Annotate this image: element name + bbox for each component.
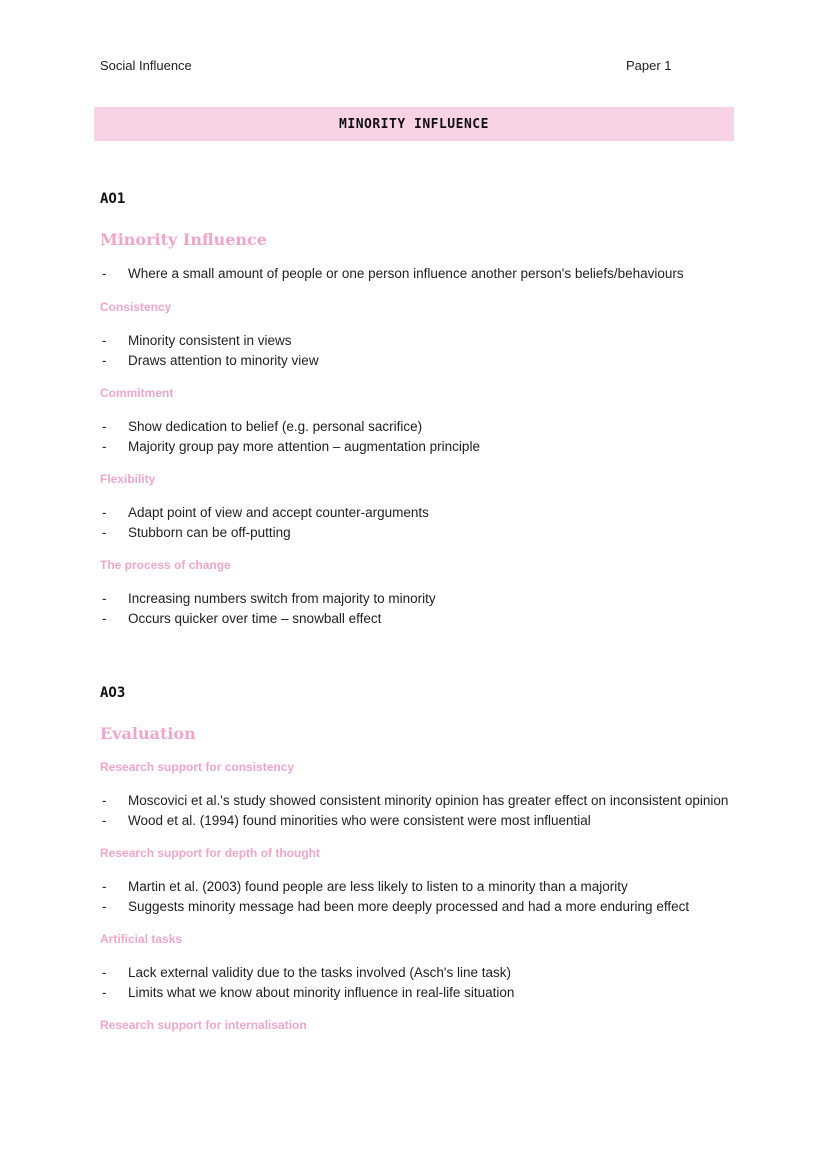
ao1-consistency-list xyxy=(100,331,319,370)
page-title: MINORITY INFLUENCE xyxy=(339,116,489,132)
ao3-heading: AO3 xyxy=(100,685,126,701)
ao1-commitment-list xyxy=(100,417,480,456)
ao3-main-heading: Evaluation xyxy=(100,724,196,743)
ao1-flexibility-list xyxy=(100,503,429,542)
list-item: - Minority consistent in views xyxy=(102,333,292,348)
list-item: - Where a small amount of people or one person influence another person's beliefs/behaviours xyxy=(102,266,684,281)
list-item: - Lack external validity due to the tasks involved (Asch's line task) xyxy=(102,965,512,980)
title-banner xyxy=(94,107,734,141)
ao3-consistency-heading: Research support for consistency xyxy=(100,760,295,774)
list-item: - Occurs quicker over time – snowball effect xyxy=(102,610,382,626)
ao3-depth-list xyxy=(100,877,689,916)
list-item: - Show dedication to belief (e.g. personal sacrifice) xyxy=(102,419,423,434)
ao3-artificial-list xyxy=(100,963,514,1002)
list-item: - Majority group pay more attention – augmentation principle xyxy=(102,438,480,454)
ao3-artificial-heading: Artificial tasks xyxy=(100,932,183,946)
ao3-internalisation-heading: Research support for internalisation xyxy=(100,1018,307,1032)
list-item: - Suggests minority message had been more deeply processed and had a more enduring effect xyxy=(102,898,690,914)
ao1-commitment-heading: Commitment xyxy=(100,386,174,400)
list-item: - Draws attention to minority view xyxy=(102,352,319,368)
list-item: - Stubborn can be off-putting xyxy=(102,524,291,540)
list-item: - Wood et al. (1994) found minorities who were consistent were most influential xyxy=(102,812,591,828)
list-item: - Martin et al. (2003) found people are less likely to listen to a minority than a majority xyxy=(102,879,628,894)
list-item: - Moscovici et al.'s study showed consistent minority opinion has greater effect on inconsistent opinion xyxy=(102,793,729,808)
ao1-process-heading: The process of change xyxy=(100,558,231,572)
ao1-heading: AO1 xyxy=(100,191,126,207)
list-item: - Increasing numbers switch from majority to minority xyxy=(102,591,436,606)
ao1-flexibility-heading: Flexibility xyxy=(100,472,156,486)
list-item: - Limits what we know about minority influence in real-life situation xyxy=(102,984,515,1000)
ao1-definition-list xyxy=(100,264,684,284)
page-header-right: Paper 1 xyxy=(626,58,672,73)
ao1-process-list xyxy=(100,589,436,628)
ao1-consistency-heading: Consistency xyxy=(100,300,172,314)
ao3-depth-heading: Research support for depth of thought xyxy=(100,846,320,860)
page-header-left: Social Influence xyxy=(100,58,192,73)
list-item: - Adapt point of view and accept counter-arguments xyxy=(102,505,429,520)
ao3-consistency-list xyxy=(100,791,728,830)
ao1-main-heading: Minority Influence xyxy=(100,230,267,249)
